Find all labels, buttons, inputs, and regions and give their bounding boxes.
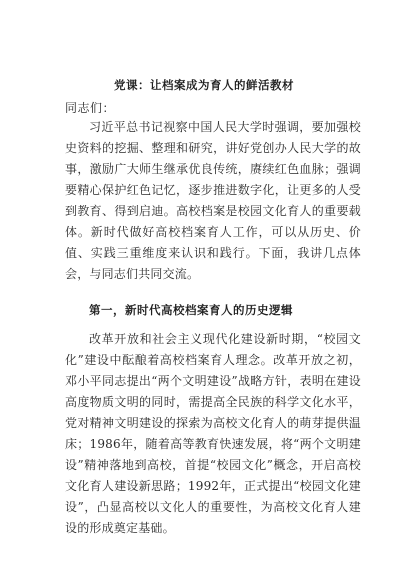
section-heading-1: 第一，新时代高校档案育人的历史逻辑 — [89, 303, 293, 317]
document-title: 党课：让档案成为育人的鲜活教材 — [114, 78, 294, 92]
salutation: 同志们： — [65, 101, 116, 115]
body-paragraph-history: 改革开放和社会主义现代化建设新时期，“校园文化”建设中酝酿着高校档案育人理念。改革开放之初，邓小平同志提出“两个文明建设”战略方针，表明在建设高度物质文明的同时，需提高全民族的科学文化水平，党对精神文明建设的探索为高校文化育人的萌芽提供温床；1986年，随着高等教育快速发展，将“两个文明建设”精神落地到高校，首提“校园文化”概念，开启高校文化育人建设新思路；1992年，正式提出“校园文化建设”，凸显高校以文化人的重要性，为高校文化育人建设的形成奠定基础。 — [65, 332, 361, 535]
body-paragraph-intro: 习近平总书记视察中国人民大学时强调，要加强校史资料的挖掘、整理和研究，讲好党创办人民大学的故事，激励广大师生继承优良传统，赓续红色血脉；强调要精心保护红色记忆，逐步推进数字化，让更多的人受到教育、得到启迪。高校档案是校园文化育人的重要载体。新时代做好高校档案育人工作，可以从历史、价值、实践三重维度来认识和践行。下面，我讲几点体会，与同志们共同交流。 — [65, 120, 361, 281]
